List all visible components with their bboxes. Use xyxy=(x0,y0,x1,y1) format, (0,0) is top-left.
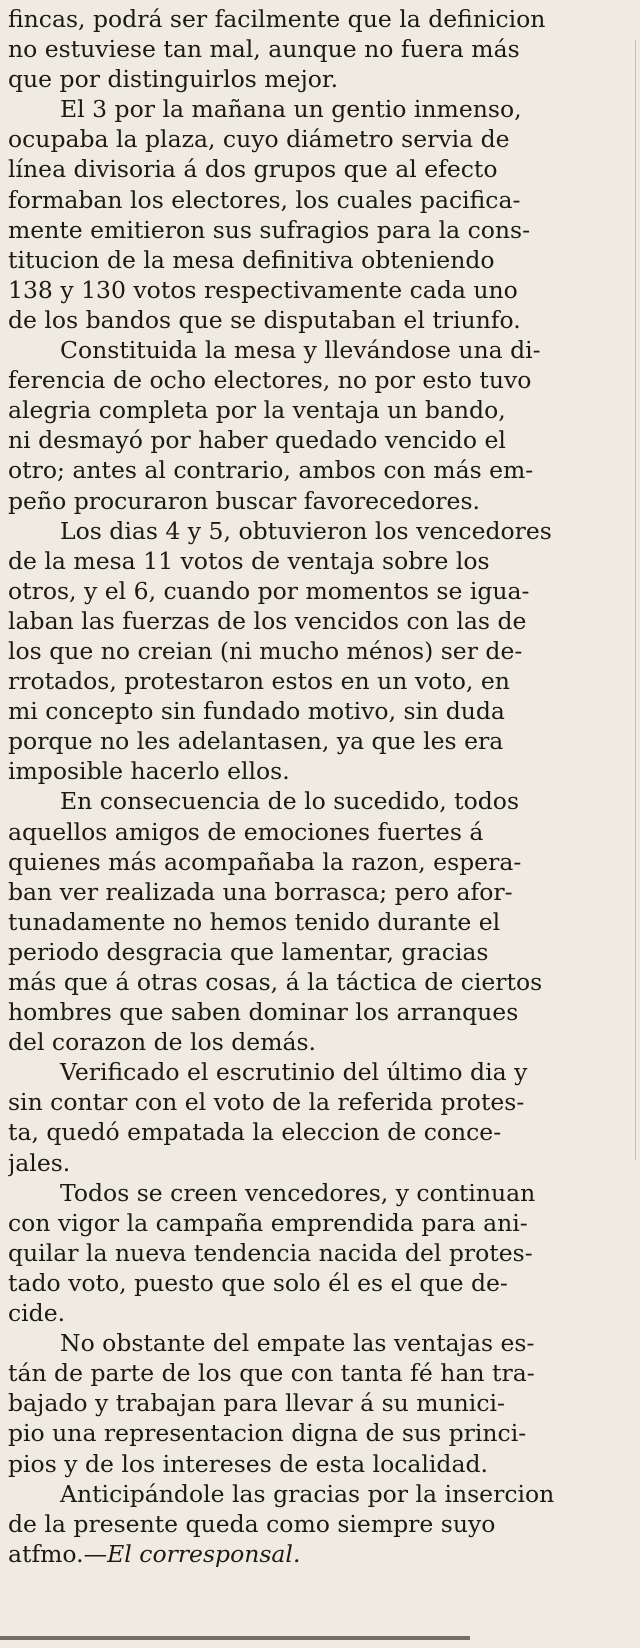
text-line: pios y de los intereses de esta localidad. xyxy=(8,1449,488,1478)
text-line: Los dias 4 y 5, obtuvieron los vencedores xyxy=(60,516,552,545)
text-line: de la presente queda como siempre suyo xyxy=(8,1509,496,1538)
text-line: de la mesa 11 votos de ventaja sobre los xyxy=(8,546,490,575)
text-line: hombres que saben dominar los arranques xyxy=(8,998,519,1027)
text-line: rrotados, protestaron estos en un voto, en xyxy=(8,667,510,696)
text-line: mente emitieron sus sufragios para la cons- xyxy=(8,215,531,244)
text-line: tán de parte de los que con tanta fé han tra- xyxy=(8,1359,535,1388)
text-line: alegria completa por la ventaja un bando, xyxy=(8,396,506,425)
text-line: peño procuraron buscar favorecedores. xyxy=(8,486,480,515)
text-line: ferencia de ocho electores, no por esto tuvo xyxy=(8,366,532,395)
column-divider xyxy=(635,40,636,1160)
text-line: ocupaba la plaza, cuyo diámetro servia de xyxy=(8,125,510,154)
text-line: línea divisoria á dos grupos que al efecto xyxy=(8,155,498,184)
text-line: los que no creian (ni mucho ménos) ser de- xyxy=(8,636,523,665)
text-line: laban las fuerzas de los vencidos con las de xyxy=(8,606,527,635)
bottom-rule xyxy=(0,1636,470,1640)
text-line: más que á otras cosas, á la táctica de ciertos xyxy=(8,968,543,996)
text-line: tunadamente no hemos tenido durante el xyxy=(8,907,501,936)
text-line: titucion de la mesa definitiva obteniendo xyxy=(8,245,495,274)
paragraph-6 xyxy=(8,1057,626,1177)
text-line: pio una representacion digna de sus princi- xyxy=(8,1419,527,1448)
text-line: sin contar con el voto de la referida protes- xyxy=(8,1088,525,1117)
paragraph-8 xyxy=(8,1328,626,1478)
text-line: 138 y 130 votos respectivamente cada uno xyxy=(8,275,518,304)
text-line: otros, y el 6, cuando por momentos se igua- xyxy=(8,576,530,605)
text-line: No obstante del empate las ventajas es- xyxy=(60,1329,535,1358)
text-line: imposible hacerlo ellos. xyxy=(8,757,290,786)
text-line: En consecuencia de lo sucedido, todos xyxy=(60,787,520,816)
text-line: Verificado el escrutinio del último dia y xyxy=(60,1058,528,1087)
text-line: tado voto, puesto que solo él es el que de- xyxy=(8,1268,508,1297)
text-line: Constituida la mesa y llevándose una di- xyxy=(60,336,541,365)
text-line: formaban los electores, los cuales pacifica- xyxy=(8,185,521,214)
text-line: Anticipándole las gracias por la insercion xyxy=(60,1479,555,1508)
text-line: periodo desgracia que lamentar, gracias xyxy=(8,937,489,966)
text-line: que por distinguirlos mejor. xyxy=(8,65,339,94)
text-line: aquellos amigos de emociones fuertes á xyxy=(8,817,484,846)
text-line: mi concepto sin fundado motivo, sin duda xyxy=(8,697,505,726)
text-line: jales. xyxy=(8,1148,71,1177)
closing-text: atfmo.— xyxy=(8,1539,108,1568)
paragraph-2 xyxy=(8,94,626,335)
text-line: otro; antes al contrario, ambos con más em- xyxy=(8,456,534,485)
paragraph-9 xyxy=(8,1479,626,1569)
paragraph-4 xyxy=(8,516,626,787)
text-line: ta, quedó empatada la eleccion de conce- xyxy=(8,1118,502,1147)
closing-line xyxy=(8,1539,626,1569)
text-line: ni desmayó por haber quedado vencido el xyxy=(8,426,506,455)
text-line: de los bandos que se disputaban el triunfo. xyxy=(8,305,521,334)
text-line: El 3 por la mañana un gentio inmenso, xyxy=(60,95,522,124)
signature: El corresponsal. xyxy=(107,1539,301,1568)
article-column xyxy=(8,4,626,1569)
text-line: porque no les adelantasen, ya que les era xyxy=(8,727,504,756)
paragraph-1 xyxy=(8,4,626,94)
text-line: quilar la nueva tendencia nacida del protes- xyxy=(8,1238,533,1267)
text-line: con vigor la campaña emprendida para ani- xyxy=(8,1208,528,1237)
text-line: ban ver realizada una borrasca; pero afor- xyxy=(8,877,513,906)
text-line: fincas, podrá ser facilmente que la definicion xyxy=(8,5,546,33)
text-line: cide. xyxy=(8,1299,66,1328)
text-line: Todos se creen vencedores, y continuan xyxy=(60,1178,536,1207)
text-line: quienes más acompañaba la razon, espera- xyxy=(8,847,522,876)
text-line: no estuviese tan mal, aunque no fuera más xyxy=(8,35,520,64)
text-line: del corazon de los demás. xyxy=(8,1028,317,1057)
paragraph-7 xyxy=(8,1178,626,1328)
paragraph-5 xyxy=(8,786,626,1057)
text-line: bajado y trabajan para llevar á su munici- xyxy=(8,1389,505,1418)
paragraph-3 xyxy=(8,335,626,516)
